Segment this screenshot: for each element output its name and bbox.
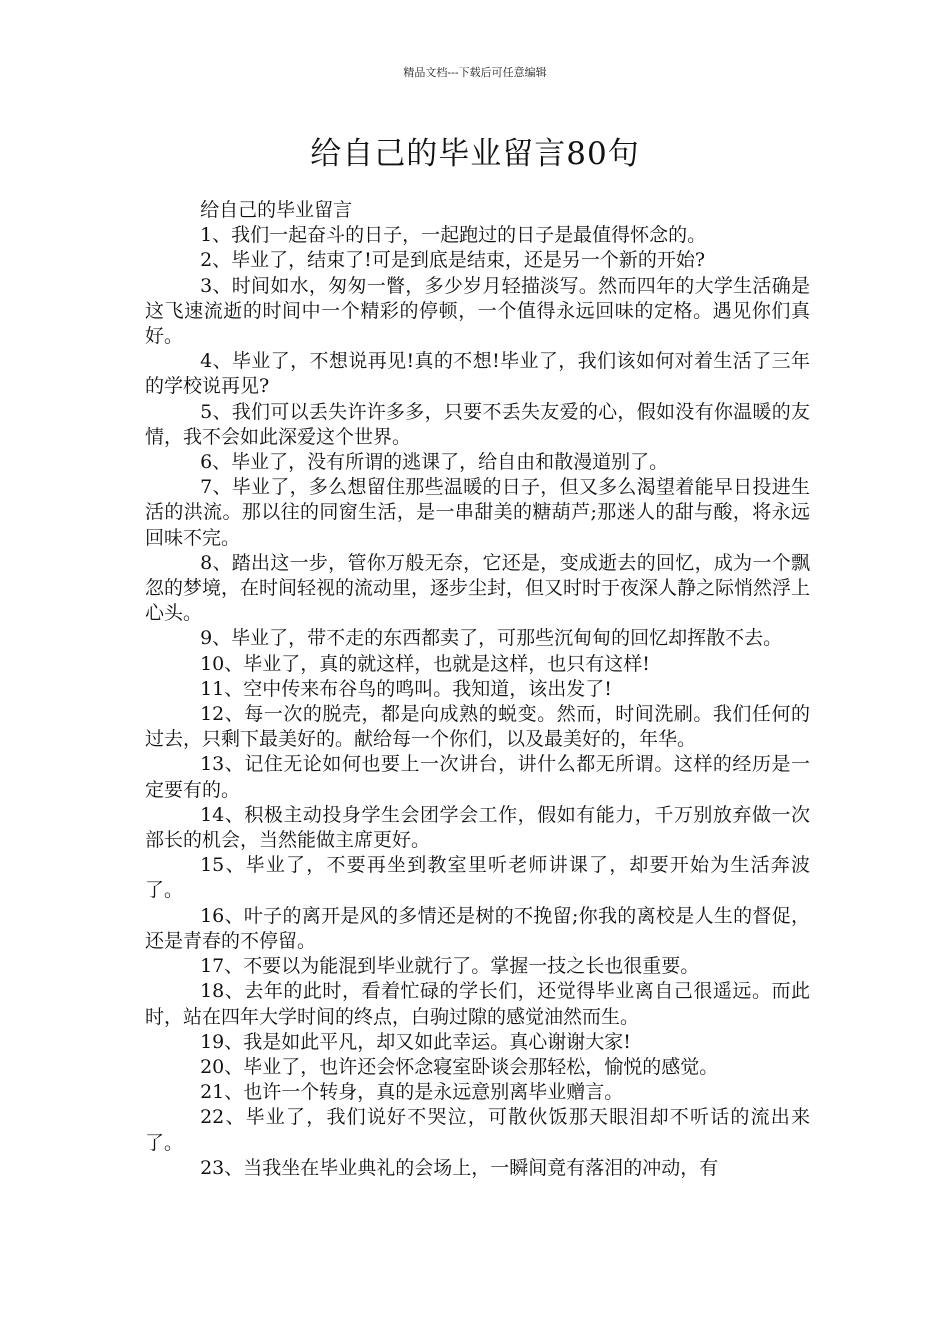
- paragraph: 6、毕业了，没有所谓的逃课了，给自由和散漫道别了。: [200, 451, 669, 474]
- paragraph: 12、每一次的脱壳，都是向成熟的蜕变。然而，时间洗刷。我们任何的过去，只剩下最美好的。献给每一个你们，以及最美好的，年华。: [145, 703, 810, 751]
- paragraph: 21、也许一个转身，真的是永远意别离毕业赠言。: [200, 1081, 624, 1104]
- paragraph: 8、踏出这一步，管你万般无奈，它还是，变成逝去的回忆，成为一个飘忽的梦境，在时间轻视的流动里，逐步尘封，但又时时于夜深人静之际悄然浮上心头。: [145, 551, 811, 625]
- paragraph: 9、毕业了，带不走的东西都卖了，可那些沉甸甸的回忆却挥散不去。: [200, 627, 783, 650]
- paragraph: 10、毕业了，真的就这样，也就是这样，也只有这样!: [200, 652, 650, 675]
- header-note: 精品文档---下载后可任意编辑: [403, 66, 547, 79]
- paragraph: 19、我是如此平凡，却又如此幸运。真心谢谢大家!: [200, 1030, 631, 1053]
- document-body: [145, 198, 810, 1181]
- paragraph: 15、毕业了，不要再坐到教室里听老师讲课了，却要开始为生活奔波了。: [145, 854, 810, 902]
- paragraph: 16、叶子的离开是风的多情还是树的不挽留;你我的离校是人生的督促，还是青春的不停留。: [145, 904, 810, 952]
- paragraph: 5、我们可以丢失许许多多，只要不丢失友爱的心，假如没有你温暖的友情，我不会如此深爱这个世界。: [145, 400, 810, 448]
- paragraph: 23、当我坐在毕业典礼的会场上，一瞬间竟有落泪的冲动，有: [200, 1156, 719, 1179]
- paragraph: 18、去年的此时，看着忙碌的学长们，还觉得毕业离自己很遥远。而此时，站在四年大学时间的终点，白驹过隙的感觉油然而生。: [145, 980, 810, 1028]
- paragraph: 2、毕业了，结束了!可是到底是结束，还是另一个新的开始?: [200, 249, 706, 272]
- subtitle-paragraph: 给自己的毕业留言: [200, 199, 353, 221]
- paragraph: 13、记住无论如何也要上一次讲台，讲什么都无所谓。这样的经历是一定要有的。: [145, 753, 810, 801]
- paragraph: 4、毕业了，不想说再见!真的不想!毕业了，我们该如何对着生活了三年的学校说再见?: [145, 350, 810, 398]
- document-title: 给自己的毕业留言80句: [310, 136, 640, 172]
- paragraph: 7、毕业了，多么想留住那些温暖的日子，但又多么渴望着能早日投进生活的洪流。那以往的同窗生活，是一串甜美的糖葫芦;那迷人的甜与酸，将永远回味不完。: [145, 476, 810, 549]
- paragraph: 14、积极主动投身学生会团学会工作，假如有能力，千万别放弃做一次部长的机会，当然能做主席更好。: [145, 803, 810, 852]
- paragraph: 17、不要以为能混到毕业就行了。掌握一技之长也很重要。: [200, 955, 700, 978]
- paragraph: 22、毕业了，我们说好不哭泣，可散伙饭那天眼泪却不听话的流出来了。: [145, 1106, 810, 1154]
- paragraph: 1、我们一起奋斗的日子，一起跑过的日子是最值得怀念的。: [200, 224, 707, 247]
- paragraph: 20、毕业了，也许还会怀念寝室卧谈会那轻松，愉悦的感觉。: [200, 1055, 719, 1078]
- paragraph: 11、空中传来布谷鸟的鸣叫。我知道，该出发了!: [200, 677, 612, 700]
- paragraph: 3、时间如水，匆匆一瞥，多少岁月轻描淡写。然而四年的大学生活确是这飞速流逝的时间中一个精彩的停顿，一个值得永远回味的定格。遇见你们真好。: [145, 274, 810, 348]
